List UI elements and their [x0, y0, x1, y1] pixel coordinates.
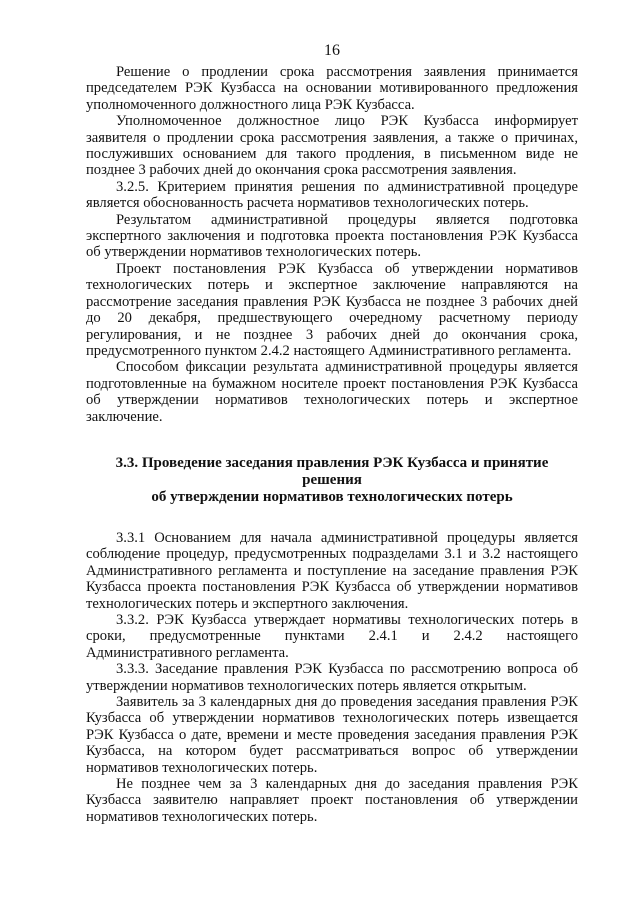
- paragraph-result-fixation: Способом фиксации результата административной процедуры является подготовленные на бумажном носителе проект постановления РЭК Кузбасса об утверждении нормативов технологических потерь и экспертное заключение.: [86, 359, 578, 425]
- paragraph-procedure-result: Результатом административной процедуры является подготовка экспертного заключения и подготовка проекта постановления РЭК Кузбасса об утверждении нормативов технологических потерь.: [86, 211, 578, 261]
- paragraph-applicant-notification: Уполномоченное должностное лицо РЭК Кузбасса информирует заявителя о продлении срока рассмотрения заявления, а также о причинах, послуживших основанием для такого продления, в письменном виде не позднее 3 рабочих дней до окончания срока рассмотрения заявления.: [86, 113, 578, 179]
- section-heading-line-2: об утверждении нормативов технологических потерь: [151, 488, 513, 505]
- paragraph-draft-resolution: Проект постановления РЭК Кузбасса об утверждении нормативов технологических потерь и экспертное заключение направляются на рассмотрение заседания правления РЭК Кузбасса не позднее 3 рабочих дней до 20 декабря, предшествующего очередному расчетному периоду регулирования, и не позднее 3 рабочих дней до окончания срока, предусмотренного пунктом 2.4.2 настоящего Административного регламента.: [86, 260, 578, 359]
- paragraph-3-3-2: 3.3.2. РЭК Кузбасса утверждает нормативы технологических потерь в сроки, предусмотренные пунктами 2.4.1 и 2.4.2 настоящего Административного регламента.: [86, 611, 578, 661]
- paragraph-3-3-1: 3.3.1 Основанием для начала административной процедуры является соблюдение процедур, предусмотренных подразделами 3.1 и 3.2 настоящего Административного регламента и поступление на заседание правления РЭК Кузбасса проекта постановления РЭК Кузбасса об утверждении нормативов технологических потерь и экспертного заключения.: [86, 529, 578, 612]
- paragraph-draft-sent: Не позднее чем за 3 календарных дня до заседания правления РЭК Кузбасса заявителю направляет проект постановления об утверждении нормативов технологических потерь.: [86, 776, 578, 825]
- paragraph-3-3-3: 3.3.3. Заседание правления РЭК Кузбасса по рассмотрению вопроса об утверждении нормативов технологических потерь является открытым.: [86, 661, 578, 694]
- paragraph-extension-decision: Решение о продлении срока рассмотрения заявления принимается председателем РЭК Кузбасса на основании мотивированного предложения уполномоченного должностного лица РЭК Кузбасса.: [86, 64, 578, 113]
- section-heading: [86, 455, 578, 506]
- page-number: 16: [324, 42, 340, 59]
- paragraph-decision-criterion: 3.2.5. Критерием принятия решения по административной процедуре является обоснованность расчета нормативов технологических потерь.: [86, 178, 578, 212]
- paragraph-applicant-notice: Заявитель за 3 календарных дня до проведения заседания правления РЭК Кузбасса об утверждении нормативов технологических потерь извещается РЭК Кузбасса о дате, времени и месте проведения заседания правления РЭК Кузбасса, на котором будет рассматриваться вопрос об утверждении нормативов технологических потерь.: [86, 694, 578, 776]
- section-heading-line-1: 3.3. Проведение заседания правления РЭК Кузбасса и принятие решения: [115, 454, 549, 488]
